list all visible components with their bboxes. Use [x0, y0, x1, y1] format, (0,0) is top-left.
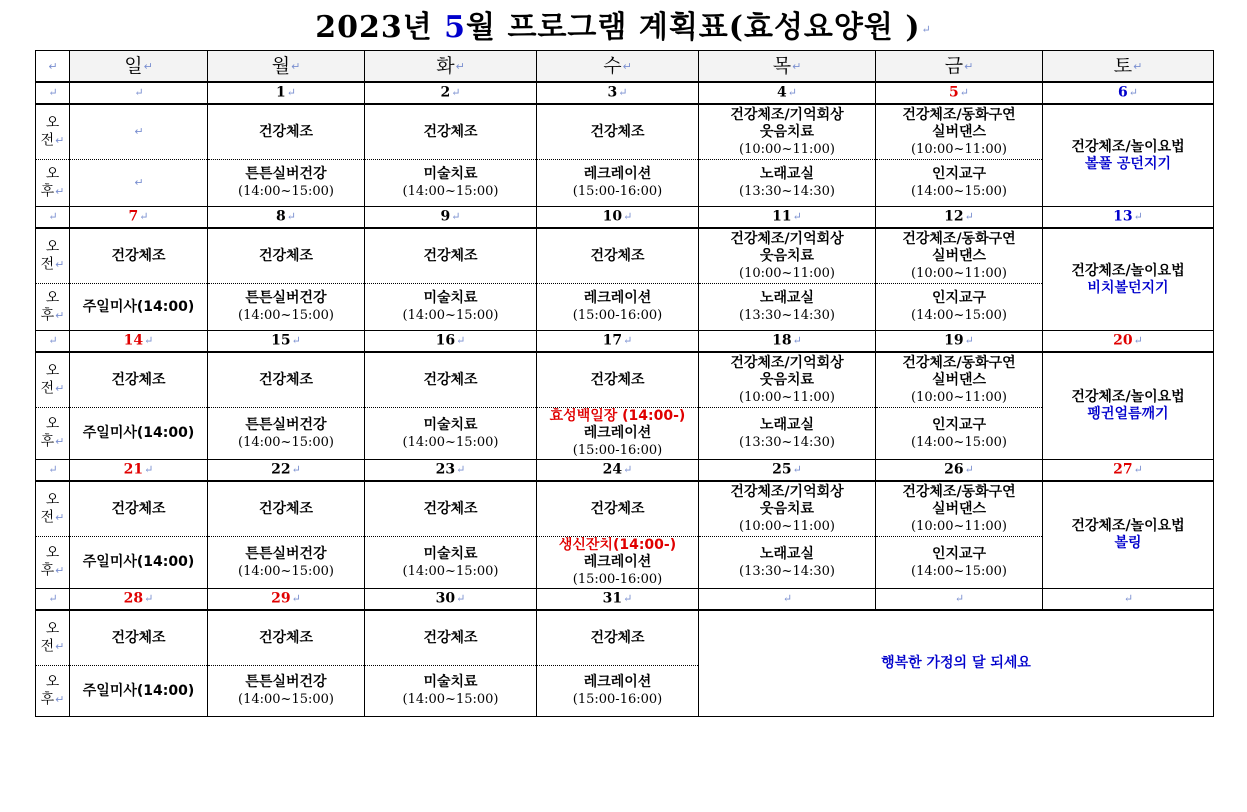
paragraph-mark-icon: ↵ [55, 435, 65, 449]
date-corner [36, 82, 70, 104]
am-label: 오 전↵ [36, 481, 70, 537]
paragraph-mark-icon: ↵ [1133, 463, 1143, 477]
tue-pm-cell: 미술치료 (14:00~15:00) [365, 160, 537, 207]
pm-label: 오 후↵ [36, 408, 70, 460]
paragraph-mark-icon: ↵ [623, 463, 633, 477]
sun-pm-cell: 주일미사(14:00) [70, 666, 208, 717]
paragraph-mark-icon: ↵ [55, 510, 65, 524]
date-cell: 14↵ [70, 331, 208, 353]
fri-am-cell: 건강체조/동화구연 실버댄스 (10:00~11:00) [876, 352, 1043, 408]
pm-row [36, 160, 1214, 207]
weekday-sat: 토↵ [1043, 51, 1214, 83]
pm-label: 오 후↵ [36, 666, 70, 717]
sun-pm-cell: 주일미사(14:00) [70, 408, 208, 460]
fri-am-cell: 건강체조/동화구연 실버댄스 (10:00~11:00) [876, 228, 1043, 284]
date-row [36, 207, 1214, 229]
date-row [36, 460, 1214, 482]
paragraph-mark-icon: ↵ [55, 308, 65, 322]
paragraph-mark-icon: ↵ [792, 334, 802, 348]
paragraph-mark-icon: ↵ [291, 334, 301, 348]
paragraph-mark-icon: ↵ [144, 463, 154, 477]
date-cell: 2↵ [365, 82, 537, 104]
tue-am-cell: 건강체조 [365, 104, 537, 160]
tue-am-cell: 건강체조 [365, 481, 537, 537]
paragraph-mark-icon: ↵ [622, 59, 632, 73]
date-corner [36, 589, 70, 611]
pm-label: 오 후↵ [36, 537, 70, 589]
date-cell [699, 589, 876, 611]
thu-pm-cell: 노래교실 (13:30~14:30) [699, 160, 876, 207]
pm-row [36, 408, 1214, 460]
date-cell: 6↵ [1043, 82, 1214, 104]
paragraph-mark-icon: ↵ [959, 86, 969, 100]
date-row [36, 589, 1214, 611]
paragraph-mark-icon: ↵ [144, 334, 154, 348]
am-label: 오 전↵ [36, 104, 70, 160]
fri-pm-cell: 인지교구 (14:00~15:00) [876, 537, 1043, 589]
wed-am-cell: 건강체조 [537, 352, 699, 408]
date-cell: 15↵ [208, 331, 365, 353]
sun-am-cell [70, 104, 208, 160]
date-cell: 31↵ [537, 589, 699, 611]
paragraph-mark-icon: ↵ [134, 86, 144, 100]
paragraph-mark-icon: ↵ [921, 22, 932, 36]
sat-cell: 건강체조/놀이요법 비치볼던지기 [1043, 228, 1214, 331]
date-row [36, 82, 1214, 104]
paragraph-mark-icon: ↵ [291, 463, 301, 477]
paragraph-mark-icon: ↵ [456, 592, 466, 606]
tue-am-cell: 건강체조 [365, 352, 537, 408]
tue-am-cell: 건강체조 [365, 610, 537, 666]
date-cell: 1↵ [208, 82, 365, 104]
paragraph-mark-icon: ↵ [964, 210, 974, 224]
wed-pm-cell: 레크레이션 (15:00-16:00) [537, 666, 699, 717]
sat-cell: 건강체조/놀이요법 펭귄얼름깨기 [1043, 352, 1214, 460]
fri-pm-cell: 인지교구 (14:00~15:00) [876, 284, 1043, 331]
paragraph-mark-icon: ↵ [48, 59, 58, 73]
paragraph-mark-icon: ↵ [143, 59, 153, 73]
am-label: 오 전↵ [36, 228, 70, 284]
wed-am-cell: 건강체조 [537, 481, 699, 537]
thu-am-cell: 건강체조/기억회상 웃음치료 (10:00~11:00) [699, 481, 876, 537]
page-title [0, 2, 1247, 46]
sun-pm-cell: 주일미사(14:00) [70, 537, 208, 589]
date-cell: 12↵ [876, 207, 1043, 229]
date-cell: 30↵ [365, 589, 537, 611]
am-label: 오 전↵ [36, 352, 70, 408]
tue-am-cell: 건강체조 [365, 228, 537, 284]
mon-am-cell: 건강체조 [208, 104, 365, 160]
paragraph-mark-icon: ↵ [451, 210, 461, 224]
paragraph-mark-icon: ↵ [48, 86, 58, 100]
paragraph-mark-icon: ↵ [286, 86, 296, 100]
date-cell: 26↵ [876, 460, 1043, 482]
tue-pm-cell: 미술치료 (14:00~15:00) [365, 666, 537, 717]
wed-pm-cell: 레크레이션 (15:00-16:00) [537, 160, 699, 207]
date-cell: 4↵ [699, 82, 876, 104]
date-cell: 5↵ [876, 82, 1043, 104]
mon-pm-cell: 튼튼실버건강 (14:00~15:00) [208, 537, 365, 589]
corner-cell [36, 51, 70, 83]
paragraph-mark-icon: ↵ [964, 463, 974, 477]
am-row [36, 610, 1214, 666]
date-cell: 16↵ [365, 331, 537, 353]
pm-row [36, 537, 1214, 589]
wed-am-cell: 건강체조 [537, 228, 699, 284]
tue-pm-cell: 미술치료 (14:00~15:00) [365, 537, 537, 589]
thu-pm-cell: 노래교실 (13:30~14:30) [699, 408, 876, 460]
date-cell: 19↵ [876, 331, 1043, 353]
date-cell: 28↵ [70, 589, 208, 611]
paragraph-mark-icon: ↵ [787, 86, 797, 100]
thu-am-cell: 건강체조/기억회상 웃음치료 (10:00~11:00) [699, 352, 876, 408]
paragraph-mark-icon: ↵ [964, 59, 974, 73]
am-row [36, 481, 1214, 537]
wed-pm-cell: 레크레이션 (15:00-16:00) [537, 284, 699, 331]
pm-label: 오 후↵ [36, 284, 70, 331]
paragraph-mark-icon: ↵ [55, 184, 65, 198]
fri-am-cell: 건강체조/동화구연 실버댄스 (10:00~11:00) [876, 104, 1043, 160]
paragraph-mark-icon: ↵ [792, 59, 802, 73]
date-corner [36, 207, 70, 229]
thu-am-cell: 건강체조/기억회상 웃음치료 (10:00~11:00) [699, 104, 876, 160]
sun-pm-cell [70, 160, 208, 207]
mon-am-cell: 건강체조 [208, 352, 365, 408]
sun-am-cell: 건강체조 [70, 352, 208, 408]
date-cell: 11↵ [699, 207, 876, 229]
date-cell: 9↵ [365, 207, 537, 229]
mon-pm-cell: 튼튼실버건강 (14:00~15:00) [208, 160, 365, 207]
paragraph-mark-icon: ↵ [623, 592, 633, 606]
mon-am-cell: 건강체조 [208, 610, 365, 666]
paragraph-mark-icon: ↵ [134, 176, 144, 190]
wed-pm-cell: 효성백일장 (14:00-) 레크레이션 (15:00-16:00) [537, 408, 699, 460]
paragraph-mark-icon: ↵ [618, 86, 628, 100]
paragraph-mark-icon: ↵ [964, 334, 974, 348]
tue-pm-cell: 미술치료 (14:00~15:00) [365, 408, 537, 460]
date-cell: 8↵ [208, 207, 365, 229]
thu-pm-cell: 노래교실 (13:30~14:30) [699, 537, 876, 589]
fri-pm-cell: 인지교구 (14:00~15:00) [876, 160, 1043, 207]
date-corner [36, 331, 70, 353]
mon-am-cell: 건강체조 [208, 228, 365, 284]
am-row [36, 352, 1214, 408]
wed-pm-cell: 생신잔치(14:00-) 레크레이션 (15:00-16:00) [537, 537, 699, 589]
weekday-thu: 목↵ [699, 51, 876, 83]
date-cell: 20↵ [1043, 331, 1214, 353]
sun-am-cell: 건강체조 [70, 228, 208, 284]
paragraph-mark-icon: ↵ [456, 463, 466, 477]
paragraph-mark-icon: ↵ [954, 592, 965, 606]
date-cell: 27↵ [1043, 460, 1214, 482]
sun-pm-cell: 주일미사(14:00) [70, 284, 208, 331]
paragraph-mark-icon: ↵ [456, 334, 466, 348]
date-cell: 3↵ [537, 82, 699, 104]
weekday-mon: 월↵ [208, 51, 365, 83]
paragraph-mark-icon: ↵ [55, 639, 65, 653]
paragraph-mark-icon: ↵ [55, 692, 65, 706]
paragraph-mark-icon: ↵ [623, 334, 633, 348]
weekday-header-row [36, 51, 1214, 83]
tue-pm-cell: 미술치료 (14:00~15:00) [365, 284, 537, 331]
am-label: 오 전↵ [36, 610, 70, 666]
mon-pm-cell: 튼튼실버건강 (14:00~15:00) [208, 284, 365, 331]
paragraph-mark-icon: ↵ [55, 133, 65, 147]
paragraph-mark-icon: ↵ [291, 592, 301, 606]
date-cell: 25↵ [699, 460, 876, 482]
title-rest: 월 프로그램 계획표(효성요양원 ) [466, 10, 921, 45]
date-cell: 21↵ [70, 460, 208, 482]
sat-cell: 건강체조/놀이요법 볼링 [1043, 481, 1214, 589]
paragraph-mark-icon: ↵ [139, 210, 149, 224]
thu-pm-cell: 노래교실 (13:30~14:30) [699, 284, 876, 331]
date-cell: 13↵ [1043, 207, 1214, 229]
wed-am-cell: 건강체조 [537, 610, 699, 666]
paragraph-mark-icon: ↵ [1123, 592, 1134, 606]
weekday-sun: 일↵ [70, 51, 208, 83]
am-row [36, 104, 1214, 160]
mon-pm-cell: 튼튼실버건강 (14:00~15:00) [208, 666, 365, 717]
paragraph-mark-icon: ↵ [286, 210, 296, 224]
paragraph-mark-icon: ↵ [1133, 59, 1143, 73]
paragraph-mark-icon: ↵ [782, 592, 793, 606]
paragraph-mark-icon: ↵ [792, 210, 802, 224]
paragraph-mark-icon: ↵ [55, 381, 65, 395]
paragraph-mark-icon: ↵ [48, 334, 58, 348]
paragraph-mark-icon: ↵ [792, 463, 802, 477]
paragraph-mark-icon: ↵ [1133, 334, 1143, 348]
fri-am-cell: 건강체조/동화구연 실버댄스 (10:00~11:00) [876, 481, 1043, 537]
date-row [36, 331, 1214, 353]
date-cell: 10↵ [537, 207, 699, 229]
date-cell: 7↵ [70, 207, 208, 229]
date-cell [876, 589, 1043, 611]
paragraph-mark-icon: ↵ [291, 59, 301, 73]
fri-pm-cell: 인지교구 (14:00~15:00) [876, 408, 1043, 460]
thu-am-cell: 건강체조/기억회상 웃음치료 (10:00~11:00) [699, 228, 876, 284]
paragraph-mark-icon: ↵ [48, 592, 58, 606]
paragraph-mark-icon: ↵ [1128, 86, 1138, 100]
date-cell: 18↵ [699, 331, 876, 353]
date-cell: 24↵ [537, 460, 699, 482]
date-cell [70, 82, 208, 104]
paragraph-mark-icon: ↵ [48, 210, 58, 224]
date-cell: 29↵ [208, 589, 365, 611]
title-month: 5 [444, 10, 467, 45]
paragraph-mark-icon: ↵ [455, 59, 465, 73]
date-cell [1043, 589, 1214, 611]
title-year: 2023년 [315, 10, 445, 45]
paragraph-mark-icon: ↵ [48, 463, 58, 477]
paragraph-mark-icon: ↵ [55, 257, 65, 271]
date-corner [36, 460, 70, 482]
pm-label: 오 후↵ [36, 160, 70, 207]
paragraph-mark-icon: ↵ [623, 210, 633, 224]
calendar-table [35, 50, 1214, 717]
paragraph-mark-icon: ↵ [55, 564, 65, 578]
sun-am-cell: 건강체조 [70, 610, 208, 666]
paragraph-mark-icon: ↵ [1133, 210, 1143, 224]
am-row [36, 228, 1214, 284]
date-cell: 22↵ [208, 460, 365, 482]
sun-am-cell: 건강체조 [70, 481, 208, 537]
pm-row [36, 284, 1214, 331]
date-cell: 17↵ [537, 331, 699, 353]
closing-message-cell: 행복한 가정의 달 되세요 [699, 610, 1214, 717]
sat-cell: 건강체조/놀이요법 볼풀 공던지기 [1043, 104, 1214, 207]
weekday-tue: 화↵ [365, 51, 537, 83]
mon-pm-cell: 튼튼실버건강 (14:00~15:00) [208, 408, 365, 460]
paragraph-mark-icon: ↵ [451, 86, 461, 100]
date-cell: 23↵ [365, 460, 537, 482]
weekday-wed: 수↵ [537, 51, 699, 83]
weekday-fri: 금↵ [876, 51, 1043, 83]
wed-am-cell: 건강체조 [537, 104, 699, 160]
paragraph-mark-icon: ↵ [144, 592, 154, 606]
mon-am-cell: 건강체조 [208, 481, 365, 537]
paragraph-mark-icon: ↵ [134, 125, 144, 139]
